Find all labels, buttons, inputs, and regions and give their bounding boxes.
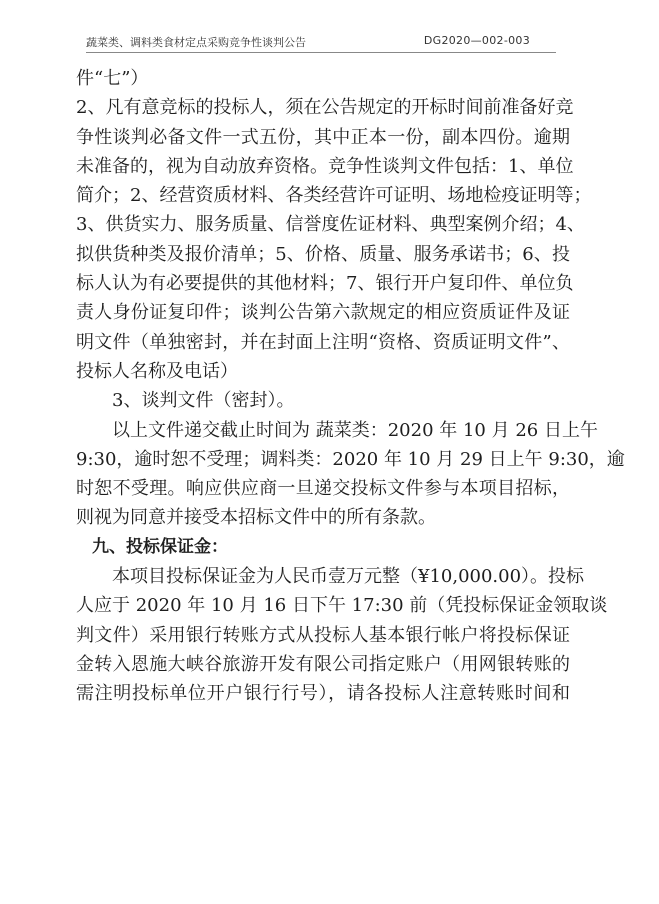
text-line: 拟供货种类及报价清单；5、价格、质量、服务承诺书；6、投 (76, 243, 570, 265)
document-body (76, 64, 625, 709)
text-line: 争性谈判必备文件一式五份，其中正本一份，副本四份。逾期 (76, 126, 570, 148)
header-title: 蔬菜类、调料类食材定点采购竞争性谈判公告 (86, 36, 306, 49)
text-line: 件“七”） (76, 68, 149, 89)
text-line: 简介；2、经营资质材料、各类经营许可证明、场地检疫证明等； (76, 185, 592, 207)
text-line: 人应于 2020 年 10 月 16 日下午 17:30 前（凭投标保证金领取谈 (76, 595, 608, 617)
text-line: 则视为同意并接受本招标文件中的所有条款。 (76, 507, 436, 529)
header-doc-code: DG2020—002-003 (423, 34, 530, 47)
text-line: 金转入恩施大峡谷旅游开发有限公司指定账户（用网银转账的 (76, 653, 570, 675)
text-line: 明文件（单独密封，并在封面上注明“资格、资质证明文件”、 (76, 331, 570, 353)
text-line: 2、凡有意竞标的投标人，须在公告规定的开标时间前准备好竞 (76, 97, 574, 119)
text-line: 9:30，逾时恕不受理；调料类：2020 年 10 月 29 日上午 9:30，逾 (76, 448, 625, 470)
text-line: 未准备的，视为自动放弃资格。竞争性谈判文件包括：1、单位 (76, 155, 574, 177)
text-line: 责人身份证复印件；谈判公告第六款规定的相应资质证件及证 (76, 302, 570, 324)
text-line: 标人认为有必要提供的其他材料；7、银行开户复印件、单位负 (76, 273, 574, 295)
text-line: 投标人名称及电话） (76, 360, 238, 382)
section-heading: 九、投标保证金： (92, 536, 228, 557)
page-header (86, 30, 556, 53)
text-line: 3、谈判文件（密封）。 (112, 390, 295, 412)
text-line: 需注明投标单位开户银行行号），请各投标人注意转账时间和 (76, 683, 570, 705)
text-line: 3、供货实力、服务质量、信誉度佐证材料、典型案例介绍；4、 (76, 214, 585, 236)
text-line: 本项目投标保证金为人民币壹万元整（¥10,000.00）。投标 (112, 566, 585, 588)
text-line: 判文件）采用银行转账方式从投标人基本银行帐户将投标保证 (76, 624, 570, 646)
text-line: 时恕不受理。响应供应商一旦递交投标文件参与本项目招标， (76, 478, 570, 500)
text-line: 以上文件递交截止时间为 蔬菜类：2020 年 10 月 26 日上午 (112, 419, 598, 441)
